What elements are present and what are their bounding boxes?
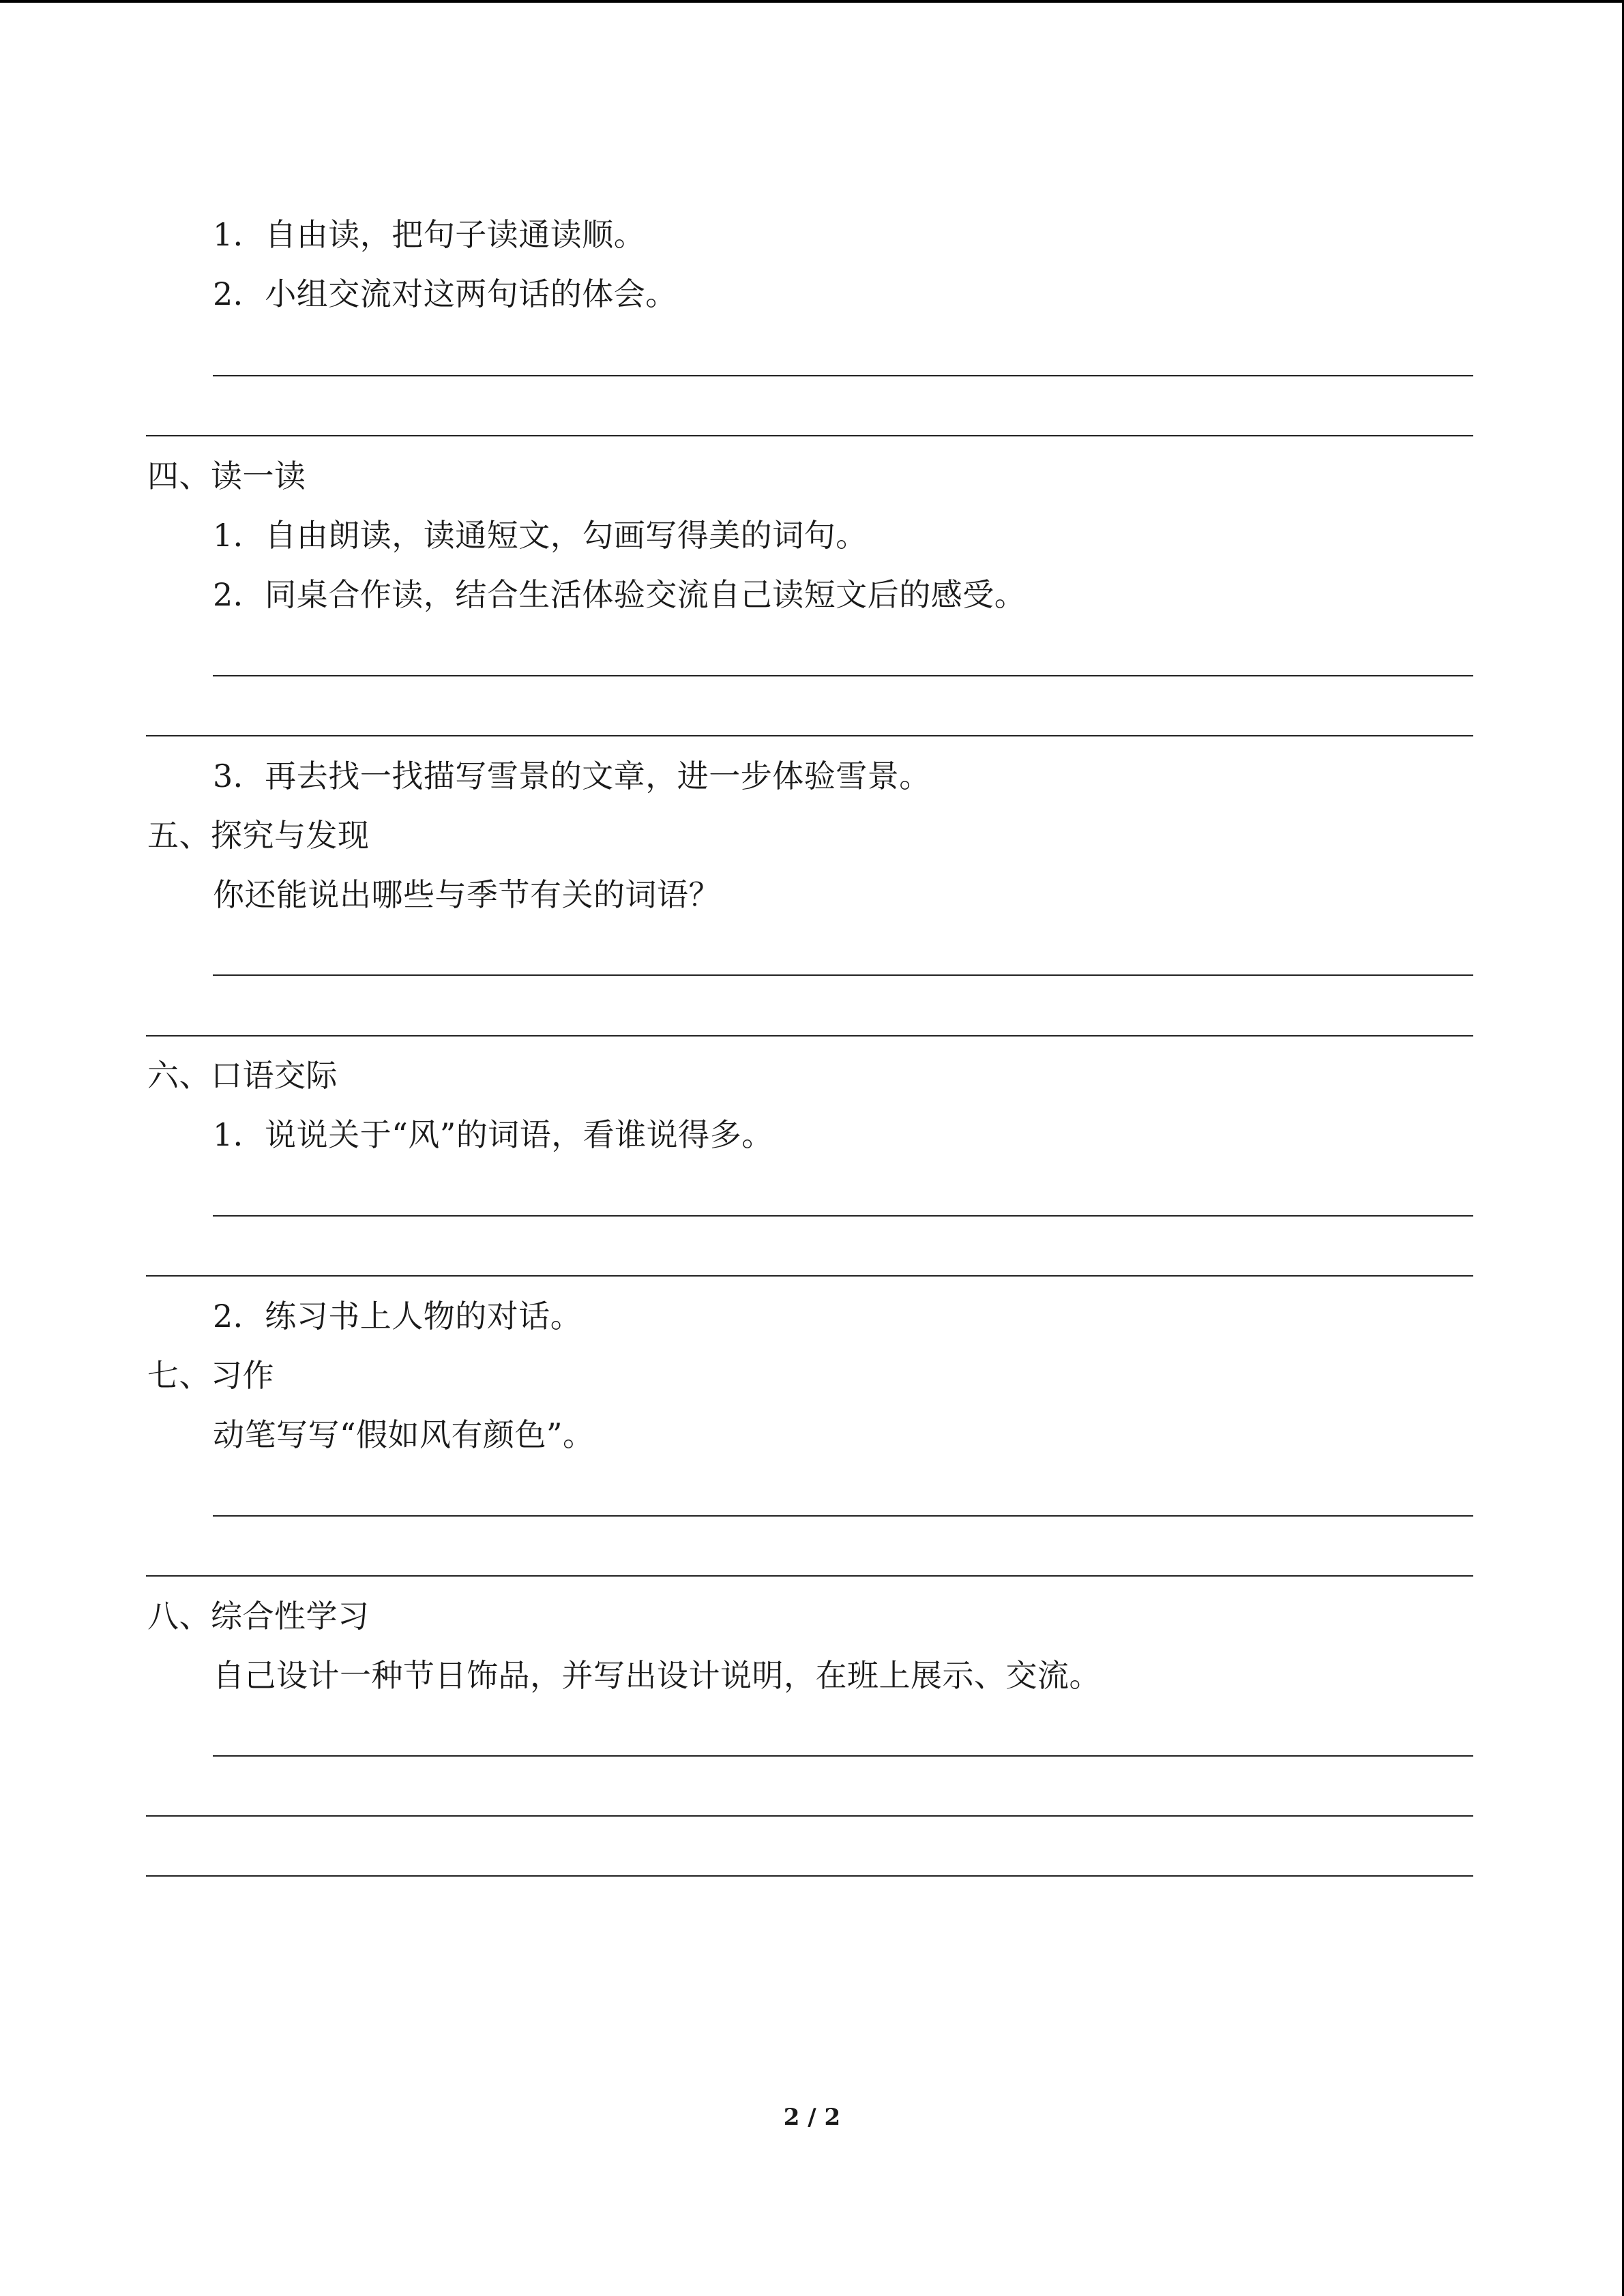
answer-line[interactable] (146, 1815, 1473, 1817)
section-5-heading: 五、探究与发现 (147, 817, 370, 854)
answer-line[interactable] (213, 1515, 1473, 1517)
answer-line[interactable] (146, 1275, 1473, 1277)
section-6-heading: 六、口语交际 (147, 1057, 338, 1094)
s6-item-1: 1．说说关于“风”的词语，看谁说得多。 (213, 1116, 773, 1153)
section-7-heading: 七、习作 (147, 1357, 274, 1394)
s3-item-2: 2．小组交流对这两句话的体会。 (213, 275, 677, 312)
s8-prompt: 自己设计一种节日饰品，并写出设计说明，在班上展示、交流。 (213, 1657, 1101, 1694)
s4-item-2: 2．同桌合作读，结合生活体验交流自己读短文后的感受。 (213, 576, 1027, 613)
s4-item-3: 3．再去找一找描写雪景的文章，进一步体验雪景。 (213, 758, 931, 794)
s3-item-1: 1．自由读，把句子读通读顺。 (213, 216, 646, 253)
section-4-heading: 四、读一读 (147, 458, 306, 494)
s7-prompt: 动笔写写“假如风有颜色”。 (213, 1416, 595, 1453)
s4-item-1: 1．自由朗读，读通短文，勾画写得美的词句。 (213, 517, 868, 554)
answer-line[interactable] (146, 1575, 1473, 1577)
answer-line[interactable] (213, 375, 1473, 376)
answer-line[interactable] (146, 435, 1473, 436)
answer-line[interactable] (213, 675, 1473, 676)
answer-line[interactable] (213, 974, 1473, 976)
s5-prompt: 你还能说出哪些与季节有关的词语？ (213, 876, 720, 913)
answer-line[interactable] (146, 1875, 1473, 1877)
page-top-border (0, 0, 1624, 3)
section-8-heading: 八、综合性学习 (147, 1598, 370, 1635)
page-number: 2 / 2 (783, 2104, 841, 2131)
answer-line[interactable] (146, 735, 1473, 736)
answer-line[interactable] (146, 1035, 1473, 1037)
answer-line[interactable] (213, 1215, 1473, 1217)
s6-item-2: 2．练习书上人物的对话。 (213, 1298, 582, 1335)
answer-line[interactable] (213, 1755, 1473, 1757)
